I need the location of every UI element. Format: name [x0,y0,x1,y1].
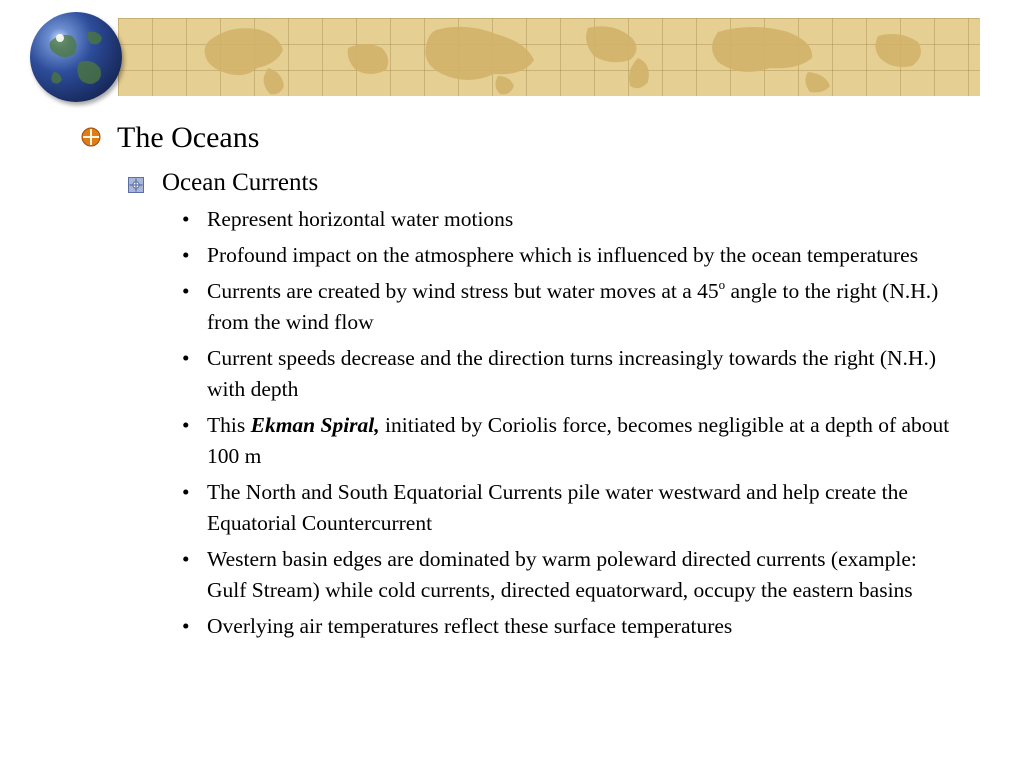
degree-superscript: o [718,276,726,292]
list-item [180,204,960,235]
list-item [180,276,960,338]
ekman-spiral-emphasis: Ekman Spiral, [250,413,380,437]
list-item-text: Currents are created by wind stress but water moves at a 45 [207,279,719,303]
list-item-text: Represent horizontal water motions [207,207,514,231]
list-item-text: Profound impact on the atmosphere which is influenced by the ocean temperatures [207,243,919,267]
list-item-text: The North and South Equatorial Currents pile water westward and help create the Equatorial Countercurrent [207,480,908,535]
list-item-text: initiated by Coriolis force, becomes negligible at a depth of about 100 m [207,413,950,468]
list-item [180,611,960,642]
blue-square-bullet-icon [128,177,144,193]
list-item-text: This [207,413,251,437]
list-item-text: Current speeds decrease and the direction turns increasingly towards the right (N.H.) with depth [207,346,936,401]
page-title: The Oceans [117,121,260,154]
orange-compass-bullet-icon [81,127,101,147]
list-item-text: Western basin edges are dominated by warm poleward directed currents (example: Gulf Stream) while cold currents, directed equatorward, occupy the eastern basins [207,547,917,602]
list-item [180,410,960,472]
list-item [180,477,960,539]
list-item-text: angle to the right (N.H.) from the wind flow [207,279,939,334]
bullet-list [180,204,960,647]
list-item [180,240,960,271]
list-item-text: Overlying air temperatures reflect these surface temperatures [207,614,733,638]
list-item [180,343,960,405]
section-heading: Ocean Currents [162,169,319,196]
list-item [180,544,960,606]
